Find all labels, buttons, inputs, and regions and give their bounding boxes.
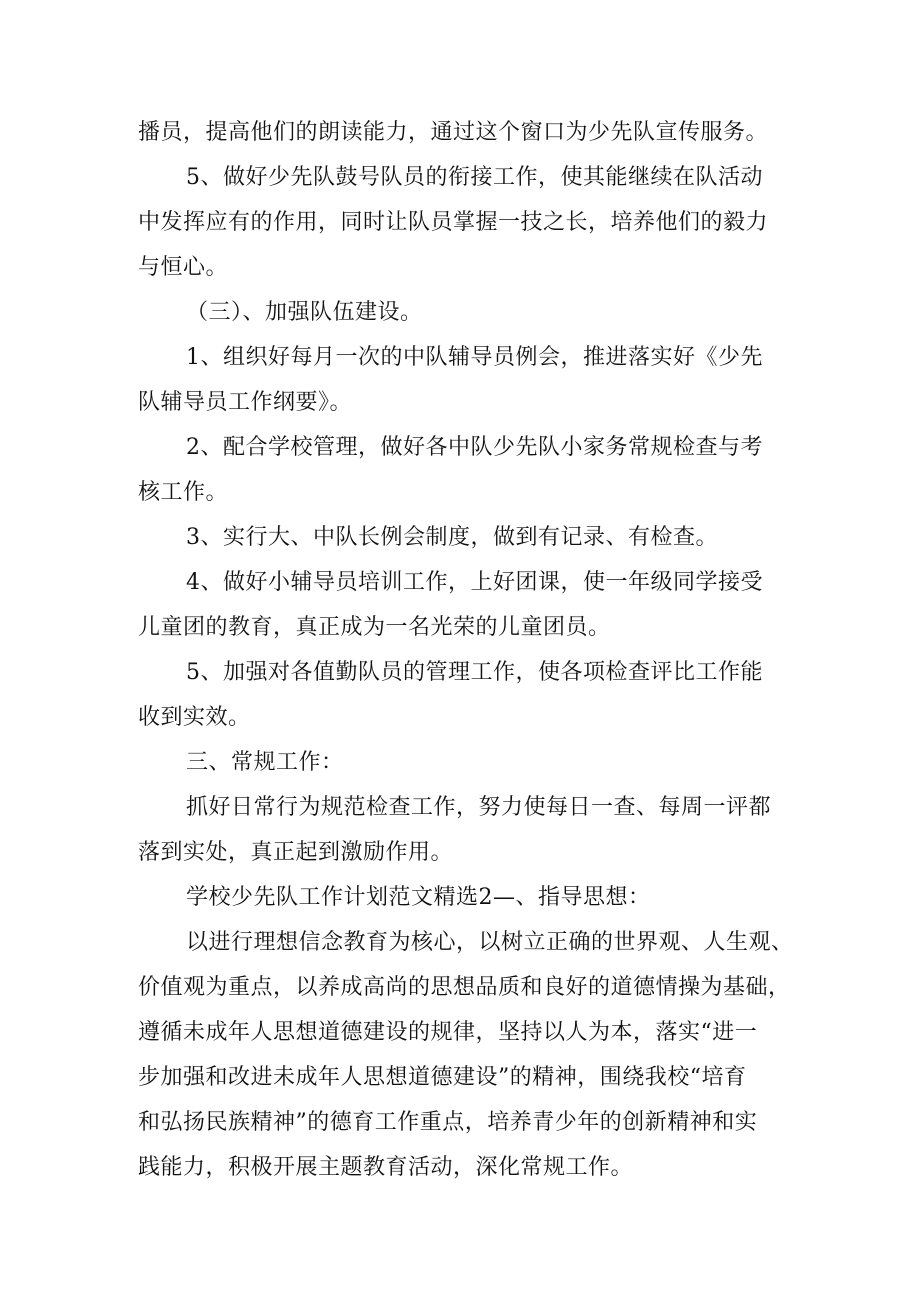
text-line: 收到实效。 [138,705,251,730]
text-line: 落到实处，真正起到激励作用。 [138,840,454,865]
text-line: 5、加强对各值勤队员的管理工作，使各项检查评比工作能 [186,660,763,685]
text-line: 5、做好少先队鼓号队员的衔接工作，使其能继续在队活动 [186,165,763,190]
text-line: 遵循未成年人思想道德建设的规律，坚持以人为本，落实“进一 [138,1020,758,1045]
text-line: 步加强和改进未成年人思想道德建设”的精神，围绕我校“培育 [138,1065,747,1090]
text-line: 2、配合学校管理，做好各中队少先队小家务常规检查与考 [186,435,763,460]
text-line: 核工作。 [138,480,229,505]
text-line: 队辅导员工作纲要》。 [138,390,353,415]
text-line: 中发挥应有的作用，同时让队员掌握一技之长，培养他们的毅力 [138,210,769,235]
text-line: 与恒心。 [138,255,229,280]
text-line: 抓好日常行为规范检查工作，努力使每日一查、每周一评都 [186,795,772,820]
section-heading: （三）、加强队伍建设。 [186,300,423,325]
section-heading: 学校少先队工作计划范文精选2—、指导思想： [186,885,651,910]
text-line: 以进行理想信念教育为核心，以树立正确的世界观、人生观、 [186,930,794,955]
text-line: 践能力，积极开展主题教育活动，深化常规工作。 [138,1155,634,1180]
text-line: 1、组织好每月一次的中队辅导员例会，推进落实好《少先 [186,345,763,370]
text-line: 儿童团的教育，真正成为一名光荣的儿童团员。 [138,615,611,640]
text-line: 播员，提高他们的朗读能力，通过这个窗口为少先队宣传服务。 [138,120,769,145]
text-line: 价值观为重点，以养成高尚的思想品质和良好的道德情操为基础， [138,975,791,1000]
text-line: 4、做好小辅导员培训工作，上好团课，使一年级同学接受 [186,570,763,595]
text-line: 3、实行大、中队长例会制度，做到有记录、有检查。 [186,525,718,550]
section-heading: 三、常规工作： [186,750,344,775]
text-line: 和弘扬民族精神”的德育工作重点，培养青少年的创新精神和实 [138,1110,758,1135]
